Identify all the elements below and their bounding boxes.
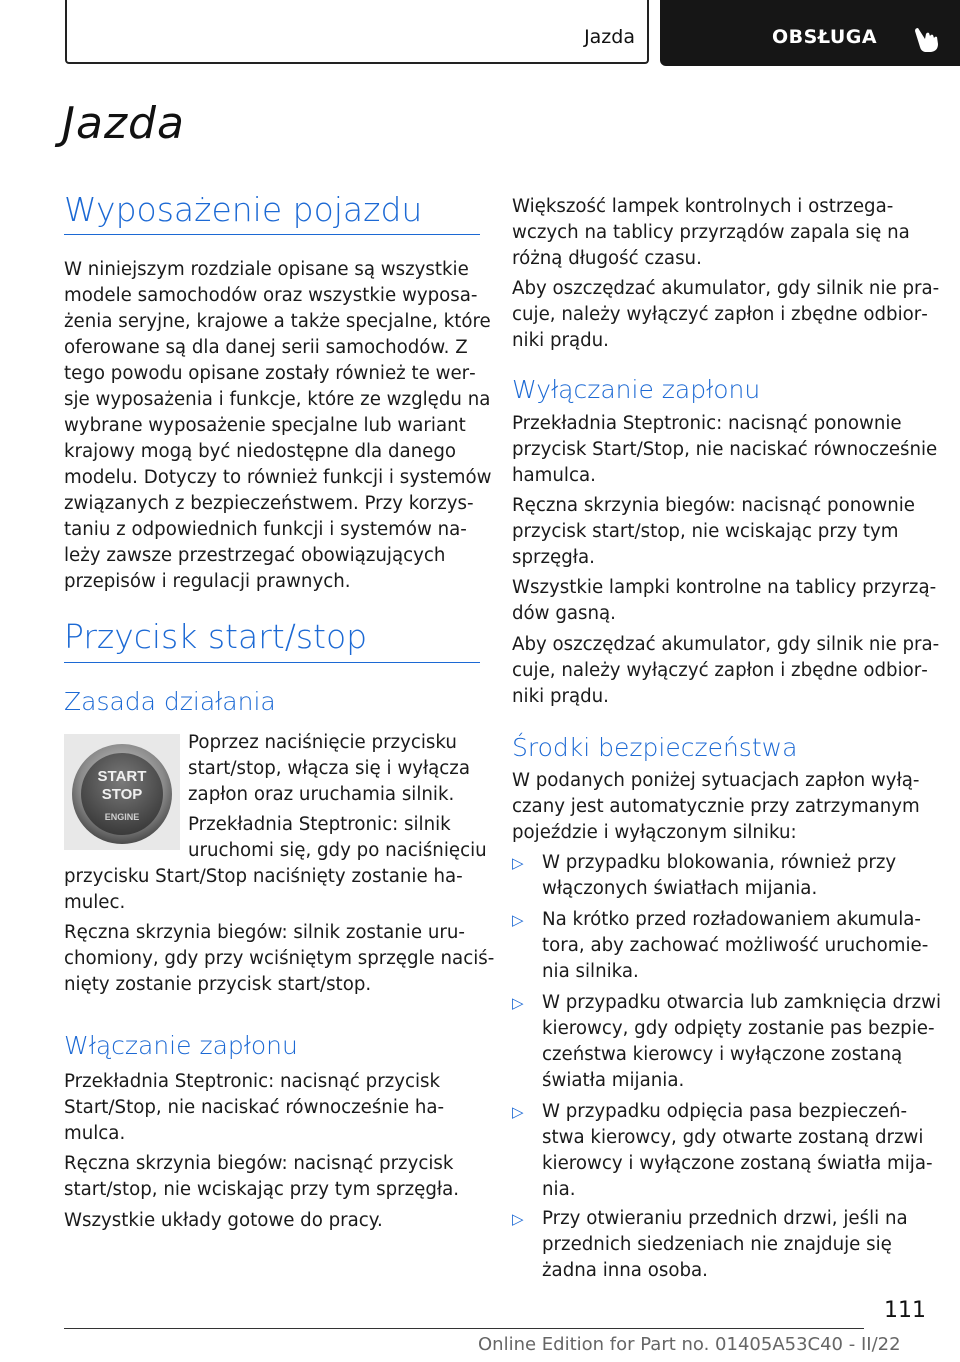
ignition-off-text-3: Wszystkie lampki kontrolne na tablicy przyrzą‐ dów gasną.: [512, 577, 937, 624]
start-label: START: [97, 768, 147, 785]
right-text-1: Większość lampek kontrolnych i ostrzega‐ wczych na tablicy przyrządów zapala się na różną długość czasu.: [512, 196, 910, 269]
principle-text-3: Ręczna skrzynia biegów: silnik zostanie uru‐ chomiony, gdy przy wciśniętym sprzęgle naciś‐ nięty zostanie przycisk start/stop.: [64, 922, 495, 995]
ignition-off-text-1: Przekładnia Steptronic: nacisnąć ponownie przycisk Start/Stop, nie naciskać równocześnie hamulca.: [512, 413, 938, 486]
ignition-on-text-2: Ręczna skrzynia biegów: nacisnąć przycisk start/stop, nie wciskając przy tym sprzęgła.: [64, 1153, 460, 1200]
bullet-icon: ▷: [512, 994, 524, 1012]
heading-start-stop: Przycisk start/stop: [64, 617, 368, 656]
principle-text-2b: przycisku Start/Stop naciśnięty zostanie ha‐ mulec.: [64, 866, 463, 913]
heading-rule: [64, 234, 480, 235]
heading-equipment: Wyposażenie pojazdu: [64, 190, 423, 229]
footer-rule: [64, 1328, 864, 1329]
ignition-off-text-4: Aby oszczędzać akumulator, gdy silnik nie pra‐ cuje, należy wyłączyć zapłon i zbędne odbior‐ niki prądu.: [512, 634, 940, 707]
start-stop-button-icon: [64, 734, 180, 850]
page-title: Jazda: [62, 98, 185, 149]
chapter-tab-label: Jazda: [584, 26, 635, 48]
page-number: 111: [884, 1298, 926, 1323]
bullet-icon: ▷: [512, 1103, 524, 1121]
heading-safety: Środki bezpieczeństwa: [512, 733, 798, 762]
start-stop-button-image: [64, 734, 180, 850]
chapter-tab: [65, 0, 649, 64]
ignition-on-text-1: Przekładnia Steptronic: nacisnąć przycisk Start/Stop, nie naciskać równocześnie ha‐ mulca.: [64, 1071, 445, 1144]
ignition-off-text-2: Ręczna skrzynia biegów: nacisnąć ponownie przycisk start/stop, nie wciskając przy tym sprzęgła.: [512, 495, 916, 568]
heading-rule: [64, 662, 480, 663]
edition-note: Online Edition for Part no. 01405A53C40 - II/22: [478, 1334, 901, 1355]
principle-text-2a: Przekładnia Steptronic: silnik uruchomi się, gdy po naciśnięciu: [188, 814, 487, 861]
engine-label: ENGINE: [104, 812, 140, 822]
equipment-text: W niniejszym rozdziale opisane są wszystkie modele samochodów oraz wszystkie wyposa‐ żenia seryjne, krajowe a także specjalne, które oferowane są dla danej serii samochodów. Z tego powodu opisane zostały również te wer‐ sje wyposażenia i funkcje, które ze względu na wybrane wyposażenie specjalne lub wariant krajowy mogą być niedostępne dla danego modelu. Dotyczy to również funkcji i systemów związanych z bezpieczeństwem. Przy korzys‐ taniu z odpowiednich funkcji i systemów na‐ leży zawsze przestrzegać obowiązujących przepisów i regulacji prawnych.: [64, 259, 492, 592]
right-text-2: Aby oszczędzać akumulator, gdy silnik nie pra‐ cuje, należy wyłączyć zapłon i zbędne odbior‐ niki prądu.: [512, 278, 940, 351]
principle-text-1: Poprzez naciśnięcie przycisku start/stop, włącza się i wyłącza zapłon oraz uruchamia silnik.: [188, 732, 470, 805]
ignition-on-text-3: Wszystkie układy gotowe do pracy.: [64, 1210, 383, 1231]
stop-label: STOP: [101, 786, 143, 803]
heading-ignition-on: Włączanie zapłonu: [64, 1031, 298, 1060]
section-tab-label: OBSŁUGA: [772, 26, 878, 48]
bullet-icon: ▷: [512, 854, 524, 872]
bullet-icon: ▷: [512, 911, 524, 929]
bullet-icon: ▷: [512, 1210, 524, 1228]
heading-ignition-off: Wyłączanie zapłonu: [512, 375, 761, 404]
safety-intro: W podanych poniżej sytuacjach zapłon wyłą‐ czany jest automatycznie przy zatrzymanym pojeździe i wyłączonym silniku:: [512, 770, 920, 843]
heading-principle: Zasada działania: [64, 687, 276, 716]
section-tab: [660, 0, 960, 66]
pointing-hand-icon: [912, 26, 942, 54]
